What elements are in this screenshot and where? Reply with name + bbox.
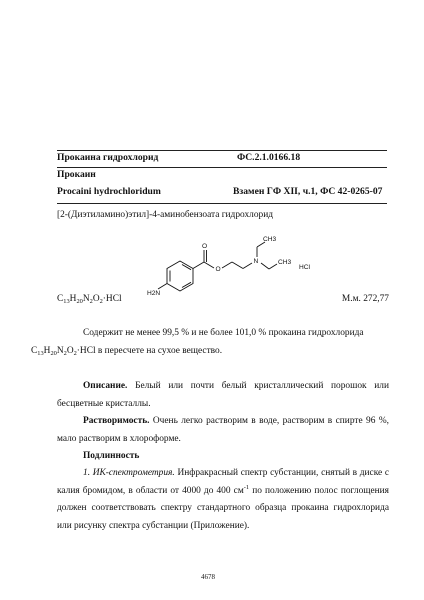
salt-label: HCl — [299, 264, 310, 271]
monograph-name-ru: Прокаина гидрохлорид — [57, 152, 159, 163]
ethyl-right-bond-2 — [269, 264, 277, 269]
formula-c-count: 13 — [63, 298, 70, 305]
ethyl-right-label: CH3 — [278, 259, 292, 266]
header-top-rule — [57, 150, 387, 151]
ring-double-bond-2 — [182, 265, 191, 270]
content-line-1: Содержит не менее 99,5 % и не более 101,0 % прокаина гидрохлорида — [83, 328, 364, 338]
content-paragraph — [31, 325, 389, 360]
monograph-name-latin: Procaini hydrochloridum — [57, 186, 161, 197]
solubility-text: Очень легко растворим в воде, растворим в спирте 96 %, мало растворим в хлороформе. — [57, 416, 389, 444]
ring-double-bond-3 — [182, 282, 191, 287]
ir-paragraph — [57, 465, 389, 535]
molecular-formula — [57, 291, 122, 309]
structural-formula — [136, 233, 336, 323]
ir-text-a: Инфракрасный спектр субстанции, снятый в диске с калия бромидом, в области от 4000 до 400 см — [57, 468, 390, 496]
formula-o: O — [92, 294, 100, 304]
ir-title: ИК-спектрометрия. — [92, 468, 175, 478]
replaces-note: Взамен ГФ XII, ч.1, ФС 42-0265-07 — [233, 186, 383, 197]
ir-unit-exponent: -1 — [243, 483, 250, 491]
amine-label: H2N — [147, 290, 161, 297]
solubility-paragraph — [57, 413, 389, 448]
nitrogen-label: N — [253, 258, 259, 265]
carbonyl-to-ester-o-bond — [204, 262, 214, 268]
ir-number: 1. — [83, 468, 91, 478]
ch2-ch2-bond — [232, 262, 243, 269]
monograph-code: ФС.2.1.0166.18 — [237, 152, 301, 163]
formula-suffix: ·HCl — [102, 294, 122, 304]
monograph-name-ru-short: Прокаин — [57, 169, 96, 180]
header-rule-2 — [57, 167, 387, 168]
amine-bond — [158, 284, 167, 290]
formula-h: H — [69, 294, 77, 304]
benzene-ring — [167, 261, 193, 291]
ester-o-to-ch2-bond — [222, 262, 232, 268]
solubility-title: Растворимость. — [83, 416, 150, 426]
ch2-to-n-bond — [243, 263, 252, 269]
carbonyl-o-label: O — [202, 243, 208, 250]
description-title: Описание. — [83, 381, 128, 391]
chemical-name: [2-(Диэтиламино)этил]-4-аминобензоата гидрохлорид — [57, 210, 273, 220]
content-line-2-suffix: ·HCl в пересчете на сухое вещество. — [76, 345, 223, 356]
formula-c: C — [57, 294, 64, 304]
molar-mass: М.м. 272,77 — [341, 294, 389, 304]
description-text: Белый или почти белый кристаллический порошок или бесцветные кристаллы. — [57, 381, 389, 409]
formula-n: N — [82, 294, 90, 304]
page-number: 4678 — [201, 573, 215, 581]
formula-h-count: 20 — [76, 298, 83, 305]
ethyl-top-label: CH3 — [263, 236, 277, 243]
identity-heading: Подлинность — [83, 451, 140, 461]
ir-text-b: по положению полос поглощения должен соответствовать спектру стандартного образца прокаина гидрохлорида или рисунку спектра субстанции (Приложение). — [57, 485, 389, 531]
structure-svg — [136, 233, 336, 323]
header-bottom-rule — [57, 203, 387, 204]
formula-n-count: 2 — [89, 298, 93, 305]
ring-to-carbonyl-bond — [193, 262, 204, 269]
ethyl-right-bond-1 — [261, 263, 269, 269]
description-paragraph — [57, 378, 389, 413]
ester-o-label: O — [215, 266, 221, 273]
formula-o-count: 2 — [99, 298, 103, 305]
content-formula: $C_{13}H_{20}N_2O_2$ — [31, 345, 77, 357]
